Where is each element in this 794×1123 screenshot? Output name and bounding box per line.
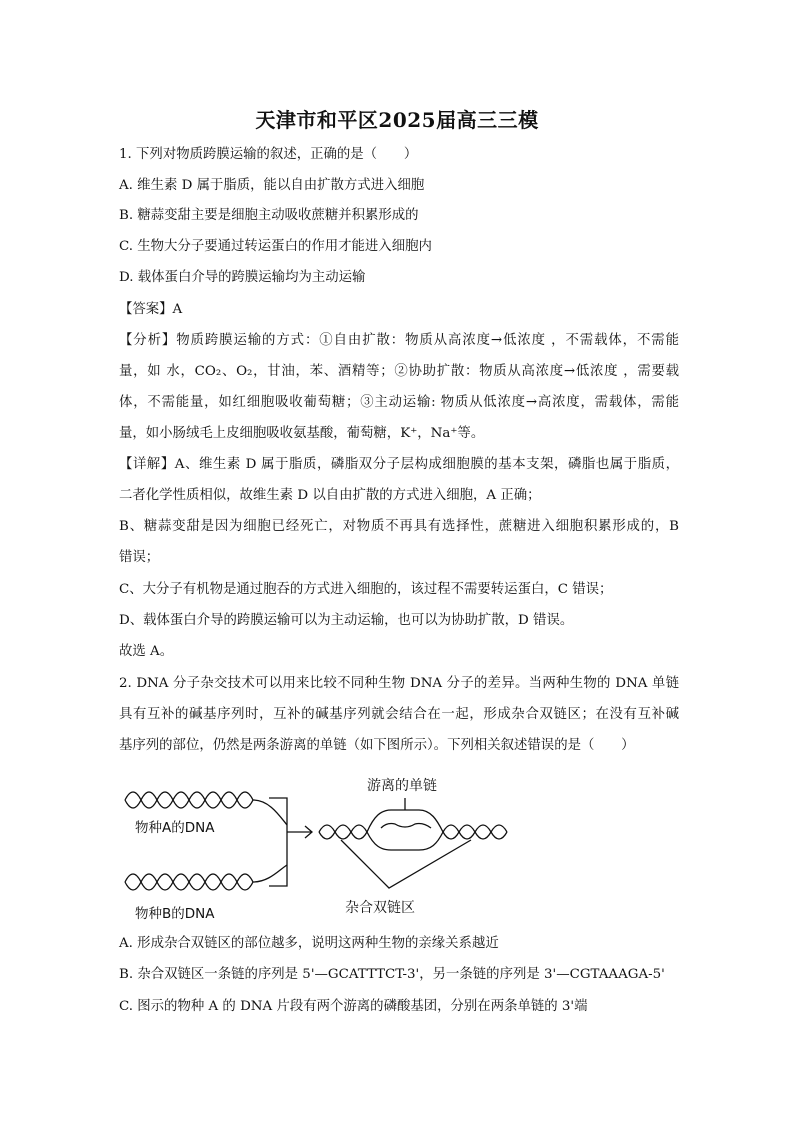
q1-option-b: B. 糖蒜变甜主要是细胞主动吸收蔗糖并积累形成的 <box>119 208 419 223</box>
q2-option-a: A. 形成杂合双链区的部位越多，说明这两种生物的亲缘关系越近 <box>119 936 499 951</box>
hybrid-pointer-lines <box>341 840 471 888</box>
question-1-stem: 1. 下列对物质跨膜运输的叙述，正确的是（ ） <box>119 147 418 162</box>
q1-detail-line: 错误； <box>119 550 160 565</box>
question-2-stem: 2. DNA 分子杂交技术可以用来比较不同种生物 DNA 分子的差异。当两种生物的 DNA 单链 <box>119 676 679 691</box>
q1-answer: 【答案】A <box>119 302 183 317</box>
q1-analysis-line: 体，不需能量，如红细胞吸收葡萄糖；③主动运输: 物质从低浓度→高浓度，需载体，需能 <box>119 395 679 410</box>
page-title: 天津市和平区2025届高三三模 <box>255 108 539 132</box>
q1-analysis-line: 量，如小肠绒毛上皮细胞吸收氨基酸，葡萄糖，K⁺，Na⁺等。 <box>119 426 485 441</box>
q1-option-a: A. 维生素 D 属于脂质，能以自由扩散方式进入细胞 <box>119 178 425 193</box>
q1-option-d: D. 载体蛋白介导的跨膜运输均为主动运输 <box>119 270 366 285</box>
q1-detail-line: 【详解】A、维生素 D 属于脂质，磷脂双分子层构成细胞膜的基本支架，磷脂也属于脂质， <box>119 457 679 472</box>
q1-analysis-line: 【分析】物质跨膜运输的方式：①自由扩散：物质从高浓度→低浓度 ，不需载体，不需能 <box>119 333 679 348</box>
q2-option-b: B. 杂合双链区一条链的序列是 5'—GCATTTCT-3'，另一条链的序列是 3'—CGTAAAGA-5' <box>119 967 665 982</box>
q1-option-c: C. 生物大分子要通过转运蛋白的作用才能进入细胞内 <box>119 239 432 254</box>
free-single-strand-bubble <box>367 810 443 832</box>
q1-detail-line: 故选 A。 <box>119 644 174 659</box>
question-2-stem: 基序列的部位，仍然是两条游离的单链（如下图所示）。下列相关叙述错误的是（ ） <box>119 738 635 753</box>
species-b-dna-label: 物种B的DNA <box>135 906 215 922</box>
species-a-dna-label: 物种A的DNA <box>135 820 215 836</box>
q1-detail-line: B、糖蒜变甜是因为细胞已经死亡，对物质不再具有选择性，蔗糖进入细胞积累形成的，B <box>119 519 679 534</box>
q1-analysis-line: 量，如 水，CO₂、O₂，甘油，苯、酒精等；②协助扩散：物质从高浓度→低浓度 ，需要载 <box>119 364 679 379</box>
q1-detail-line: 二者化学性质相似，故维生素 D 以自由扩散的方式进入细胞，A 正确； <box>119 488 541 503</box>
q1-detail-line: C、大分子有机物是通过胞吞的方式进入细胞的，该过程不需要转运蛋白，C 错误； <box>119 582 613 597</box>
question-2-stem: 具有互补的碱基序列时，互补的碱基序列就会结合在一起，形成杂合双链区；在没有互补碱 <box>119 707 679 722</box>
dna-hybridization-figure <box>119 770 679 925</box>
q1-detail-line: D、载体蛋白介导的跨膜运输可以为主动运输，也可以为协助扩散，D 错误。 <box>119 613 574 628</box>
hybrid-double-strand-label: 杂合双链区 <box>345 900 415 916</box>
free-single-strand-label: 游离的单链 <box>367 778 437 794</box>
q2-option-c: C. 图示的物种 A 的 DNA 片段有两个游离的磷酸基团，分别在两条单链的 3'端 <box>119 999 588 1014</box>
merge-bracket <box>269 798 287 886</box>
